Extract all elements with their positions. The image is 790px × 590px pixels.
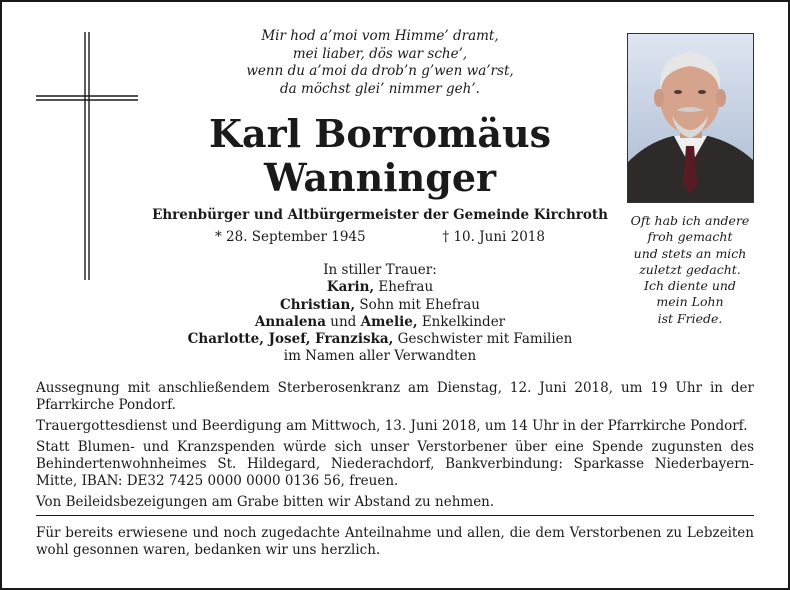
service-information	[36, 380, 754, 515]
paragraph-funeral: Trauergottesdienst und Beerdigung am Mittwoch, 13. Juni 2018, um 14 Uhr in der Pfarrkirche Pondorf.	[36, 418, 748, 434]
side-verse-line: und stets an mich	[633, 245, 747, 261]
paragraph-donation: Statt Blumen- und Kranzspenden würde sich unser Verstorbener über eine Spende zugunsten des Behindertenwohnheimes St. Hildegard, Niederachdorf, Bankverbindung: Sparkasse Niederbayern-Mitte, IBAN: DE32 7425 0000 0000 0136 56, freuen.	[36, 439, 754, 489]
side-verse-line: ist Friede.	[657, 310, 723, 326]
poem-line: da möchst glei’ nimmer geh’.	[280, 80, 480, 97]
name-last: Wanninger	[263, 155, 497, 200]
mourners-closing: im Namen aller Verwandten	[283, 348, 477, 365]
death-date: † 10. Juni 2018	[442, 229, 545, 245]
life-dates	[215, 228, 545, 246]
cross-icon	[36, 32, 138, 280]
side-verse-line: Oft hab ich andere	[630, 213, 750, 228]
birth-date: * 28. September 1945	[215, 229, 366, 245]
side-verse-line: froh gemacht	[647, 229, 733, 245]
paragraph-condolence: Von Beileidsbezeigungen am Grabe bitten wir Abstand zu nehmen.	[36, 494, 495, 510]
thanks-paragraph: Für bereits erwiesene und noch zugedachte Anteilnahme und allen, die dem Verstorbenen zu Lebzeiten wohl gesonnen waren, bedanken wir uns herzlich.	[36, 525, 754, 558]
poem-line: wenn du a’moi da drob’n g’wen wa’rst,	[246, 63, 514, 79]
mourner-line: Karin, Ehefrau	[326, 279, 434, 296]
poem-line: mei liaber, dös war sche’,	[292, 45, 468, 62]
portrait-photo	[627, 33, 754, 203]
side-verse	[612, 213, 768, 327]
mourner-line: Charlotte, Josef, Franziska, Geschwister mit Familien	[187, 331, 573, 348]
mourner-line: Annalena und Amelie, Enkelkinder	[254, 313, 506, 330]
side-verse-line: zuletzt gedacht.	[639, 261, 741, 277]
paragraph-blessing: Aussegnung mit anschließendem Sterberosenkranz am Dienstag, 12. Juni 2018, um 19 Uhr in der Pfarrkirche Pondorf.	[36, 380, 754, 413]
side-verse-line: Ich diente und	[644, 278, 736, 294]
mourners-intro: In stiller Trauer:	[323, 262, 437, 278]
divider	[36, 515, 754, 516]
side-verse-line: mein Lohn	[656, 294, 724, 310]
honorific-title: Ehrenbürger und Altbürgermeister der Gemeinde Kirchroth	[152, 207, 608, 223]
mourners-list	[150, 262, 610, 366]
mourner-line: Christian, Sohn mit Ehefrau	[280, 296, 480, 313]
name-first: Karl Borromäus	[208, 111, 552, 156]
poem-line: Mir hod a’moi vom Himme’ dramt,	[261, 28, 499, 44]
deceased-name	[150, 112, 610, 200]
poem-verse	[170, 28, 590, 98]
